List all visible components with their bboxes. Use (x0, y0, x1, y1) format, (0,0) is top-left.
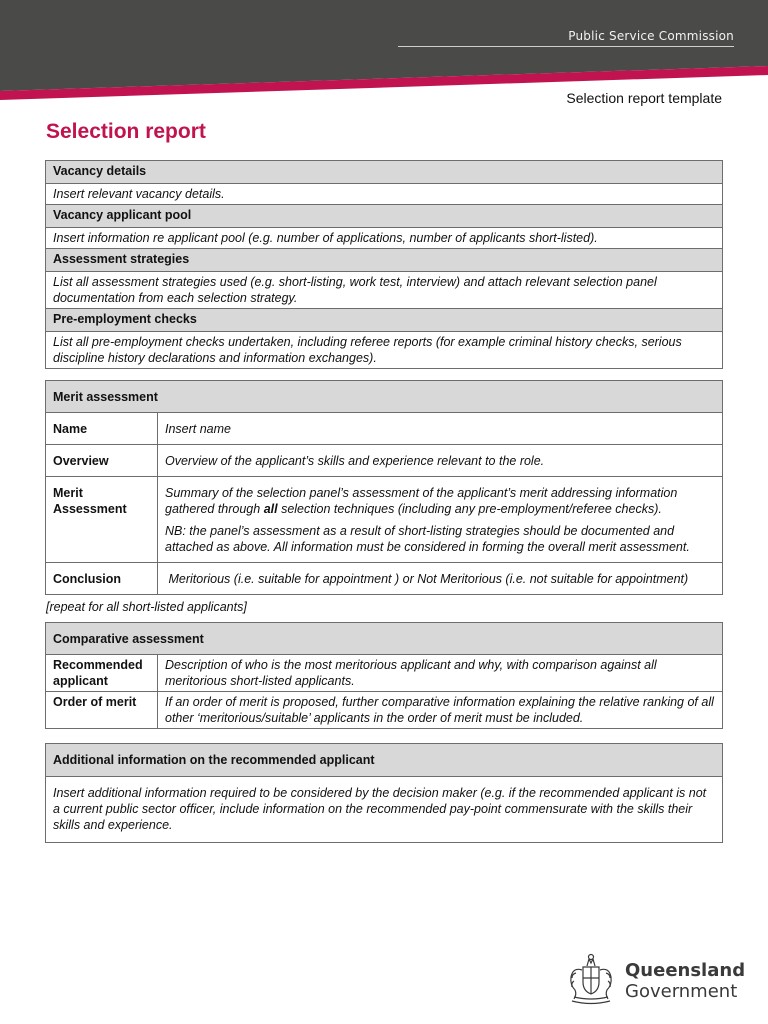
merit-assessment-table (45, 380, 723, 595)
table-row (46, 205, 723, 228)
table-row (46, 272, 723, 309)
organisation-underline (398, 46, 734, 47)
applicant-pool-heading: Vacancy applicant pool (46, 205, 723, 228)
table-row (46, 477, 723, 563)
queensland-government-logo (562, 950, 746, 1010)
table-row (46, 623, 723, 655)
table-row (46, 309, 723, 332)
applicant-pool-text: Insert information re applicant pool (e.g. number of applications, number of applicants short-listed). (46, 228, 723, 249)
assessment-strategies-heading: Assessment strategies (46, 249, 723, 272)
table-row (46, 161, 723, 184)
table-row (46, 249, 723, 272)
comparative-assessment-table (45, 622, 723, 729)
comparative-assessment-heading: Comparative assessment (46, 623, 723, 655)
merit-assessment-label (46, 477, 158, 563)
table-row (46, 228, 723, 249)
vacancy-details-table (45, 160, 723, 369)
additional-information-heading: Additional information on the recommended applicant (46, 744, 723, 777)
merit-assessment-label-line-1: Merit (53, 486, 83, 500)
merit-assessment-label-line-2: Assessment (53, 502, 127, 516)
table-row (46, 777, 723, 843)
table-row (46, 445, 723, 477)
vacancy-details-heading: Vacancy details (46, 161, 723, 184)
additional-information-text: Insert additional information required to be considered by the decision maker (e.g. if the recommended applicant is not a current public sector officer, include information on the recommended pay-point commensurate with the skills their skills and experience. (46, 777, 723, 843)
table-row (46, 563, 723, 595)
pre-employment-checks-heading: Pre-employment checks (46, 309, 723, 332)
overview-value: Overview of the applicant’s skills and experience relevant to the role. (158, 445, 723, 477)
merit-assessment-note: NB: the panel’s assessment as a result of short-listing strategies should be documented and attached as above. All information must be considered in forming the overall merit assessment. (165, 524, 690, 554)
table-row (46, 332, 723, 369)
page-title: Selection report (46, 120, 206, 143)
conclusion-label: Conclusion (46, 563, 158, 595)
order-of-merit-value: If an order of merit is proposed, further comparative information explaining the relative ranking of all other ‘meritorious/suitable’ applicants in the order of merit must be included. (158, 692, 723, 729)
pre-employment-checks-text: List all pre-employment checks undertaken, including referee reports (for example criminal history checks, serious discipline history declarations and information exchanges). (46, 332, 723, 369)
merit-assessment-heading: Merit assessment (46, 381, 723, 413)
table-row (46, 692, 723, 729)
overview-label: Overview (46, 445, 158, 477)
table-row (46, 655, 723, 692)
name-label: Name (46, 413, 158, 445)
assessment-strategies-text: List all assessment strategies used (e.g. short-listing, work test, interview) and attach relevant selection panel documentation from each selection strategy. (46, 272, 723, 309)
table-row (46, 744, 723, 777)
name-value: Insert name (158, 413, 723, 445)
summary-text-end: selection techniques (including any pre-employment/referee checks). (277, 502, 662, 516)
header-banner-graphic (0, 0, 768, 100)
additional-information-table (45, 743, 723, 843)
logo-line-queensland: Queensland (625, 960, 746, 981)
queensland-coat-of-arms-icon (562, 950, 620, 1008)
summary-text-emphasis: all (263, 502, 278, 516)
order-of-merit-label: Order of merit (46, 692, 158, 729)
recommended-applicant-value: Description of who is the most meritorious applicant and why, with comparison against all meritorious short-listed applicants. (158, 655, 723, 692)
organisation-name: Public Service Commission (568, 29, 734, 43)
table-row (46, 413, 723, 445)
table-row (46, 381, 723, 413)
merit-assessment-summary (165, 485, 715, 517)
table-row (46, 184, 723, 205)
template-label: Selection report template (566, 90, 722, 106)
merit-assessment-value (158, 477, 723, 563)
summary-text-start: Summary of the selection panel’s assessment of the applicant’s merit addressing information gathered through (165, 486, 678, 516)
header-banner (0, 0, 768, 100)
repeat-note: [repeat for all short-listed applicants] (46, 600, 247, 614)
conclusion-value: Meritorious (i.e. suitable for appointment ) or Not Meritorious (i.e. not suitable for appointment) (158, 563, 723, 595)
recommended-applicant-label: Recommended applicant (46, 655, 158, 692)
vacancy-details-text: Insert relevant vacancy details. (46, 184, 723, 205)
logo-line-government: Government (625, 981, 738, 1002)
